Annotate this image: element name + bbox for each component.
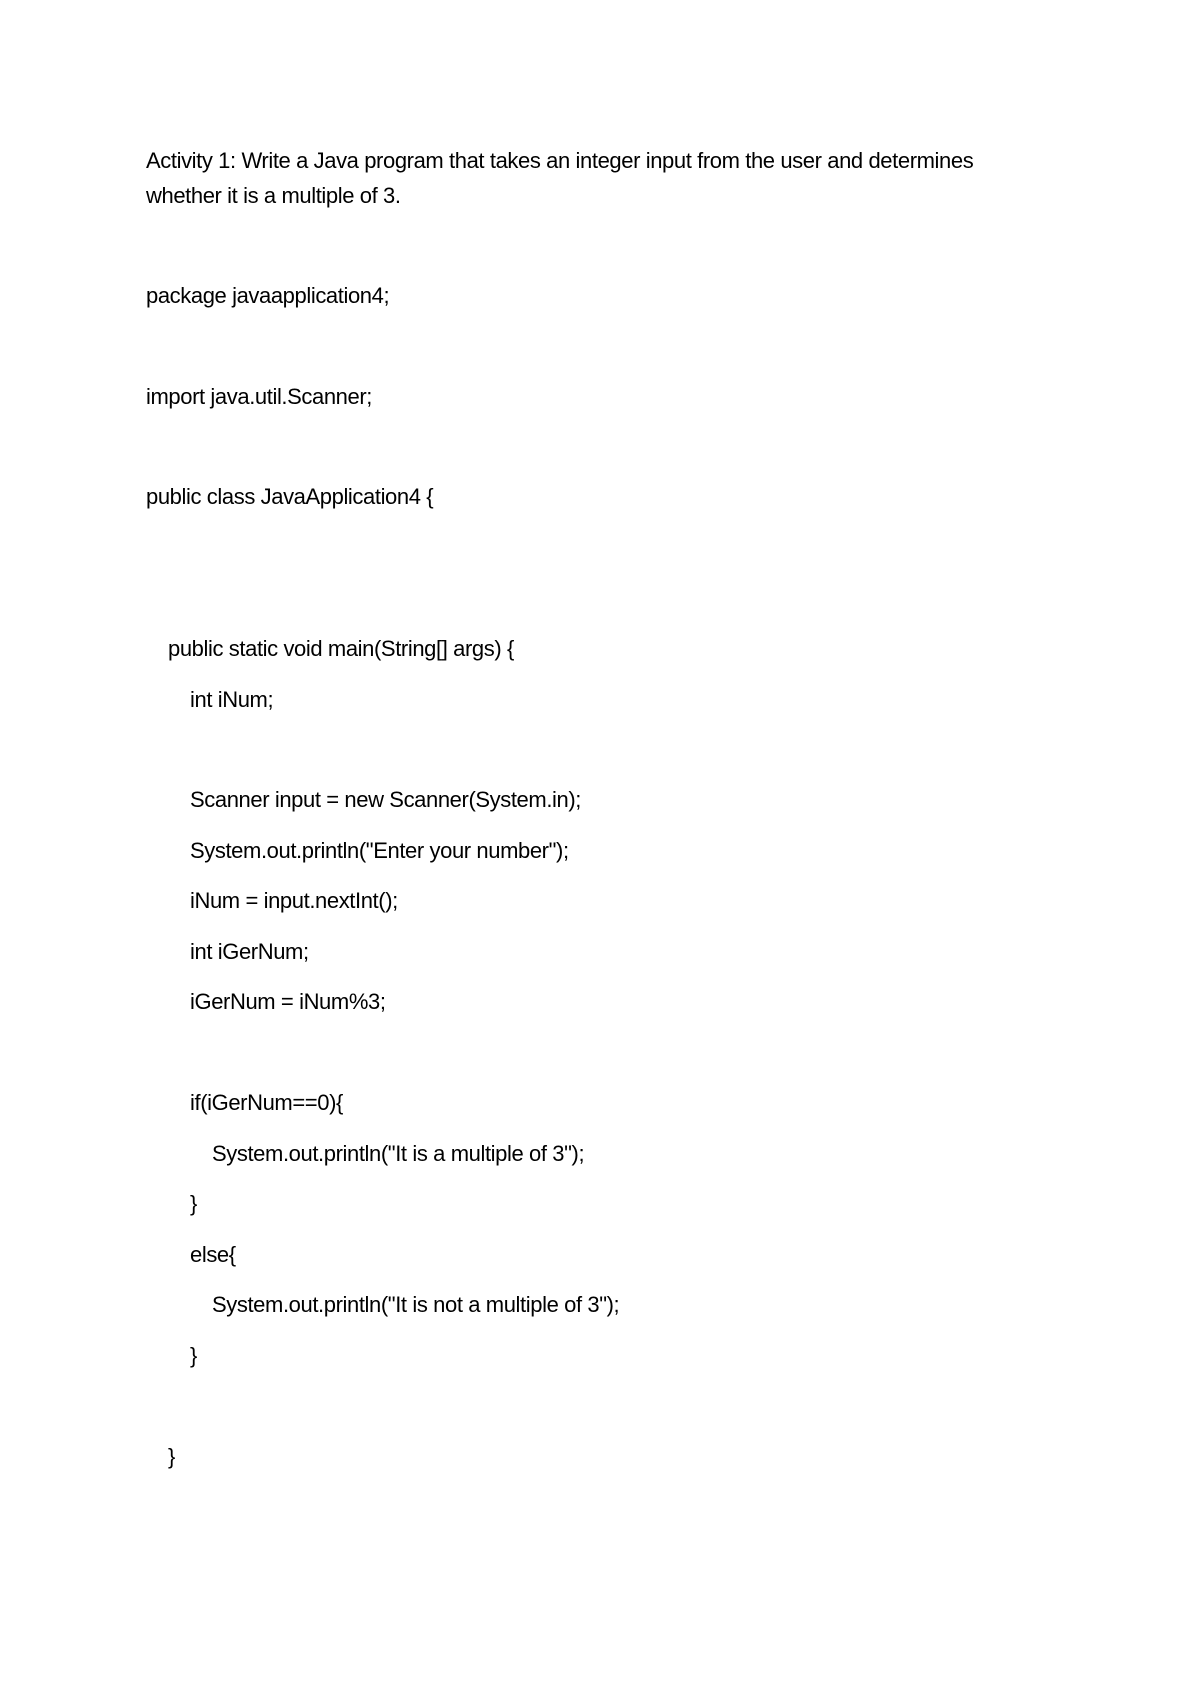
code-declare-inum: int iNum; <box>190 687 274 712</box>
code-import-line: import java.util.Scanner; <box>146 384 372 409</box>
code-class-line: public class JavaApplication4 { <box>146 484 434 509</box>
code-modulo-line: iGerNum = iNum%3; <box>190 989 386 1014</box>
code-prompt-line: System.out.println("Enter your number"); <box>190 838 569 863</box>
code-if-close: } <box>190 1191 197 1216</box>
code-package-line: package javaapplication4; <box>146 283 390 308</box>
code-false-print: System.out.println("It is not a multiple of 3"); <box>212 1292 620 1317</box>
code-read-line: iNum = input.nextInt(); <box>190 888 398 913</box>
code-true-print: System.out.println("It is a multiple of 3"); <box>212 1141 585 1166</box>
activity-heading-line-2: whether it is a multiple of 3. <box>146 183 401 208</box>
code-if-line: if(iGerNum==0){ <box>190 1090 343 1115</box>
code-else-close: } <box>190 1343 197 1368</box>
code-scanner-line: Scanner input = new Scanner(System.in); <box>190 787 581 812</box>
code-else-line: else{ <box>190 1242 236 1267</box>
code-declare-igernum: int iGerNum; <box>190 939 309 964</box>
code-main-line: public static void main(String[] args) { <box>168 636 514 661</box>
code-main-close: } <box>168 1444 175 1469</box>
activity-heading-line-1: Activity 1: Write a Java program that takes an integer input from the user and determines <box>146 148 974 173</box>
